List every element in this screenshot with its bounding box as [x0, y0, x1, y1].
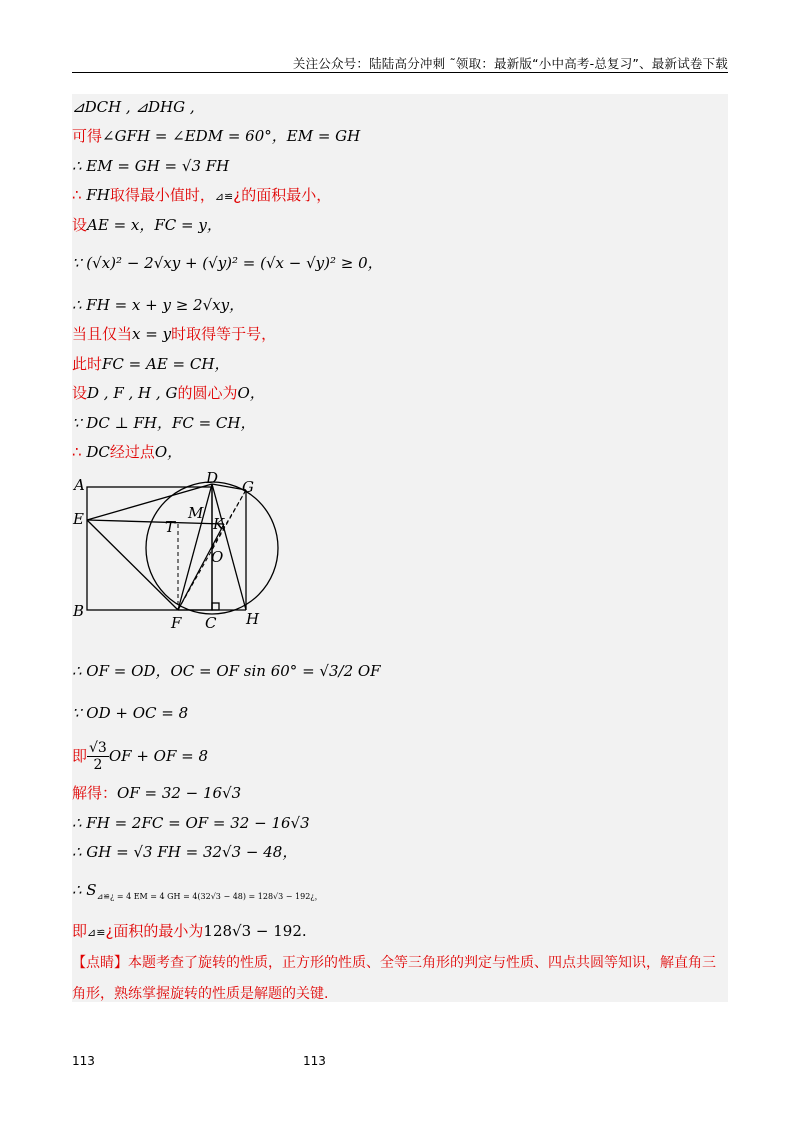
label-h: H [246, 610, 260, 628]
geometry-figure [72, 472, 292, 632]
line-em-gh: ∴ EM = GH = √3 FH [72, 157, 230, 175]
label-k: K [213, 515, 225, 533]
label-e: E [73, 510, 84, 528]
line-fh-min: ∴ FH取得最小值时，⊿≌¿的面积最小， [72, 186, 332, 204]
key-point-note: 【点睛】本题考查了旋转的性质，正方形的性质、全等三角形的判定与性质、四点共圆等知识，解直角三 [72, 955, 716, 971]
line-circle-center: 设D , F , H , G的圆心为O， [72, 384, 265, 402]
line-fc-ae-ch: 此时FC = AE = CH， [72, 355, 230, 373]
key-point-note-cont: 角形，熟练掌握旋转的性质是解题的关键. [72, 986, 329, 1002]
fraction-sqrt3-over-2: $\frac{√3}{2}$ [89, 740, 107, 773]
line-fh-value: ∴ FH = 2FC = OF = 32 − 16√3 [72, 814, 310, 832]
label-o: O [211, 548, 224, 566]
line-equality-cond: 当且仅当x = y时取得等于号， [72, 325, 277, 343]
line-perpendicular: ∵ DC ⊥ FH，FC = CH， [72, 414, 256, 432]
label-c: C [205, 614, 217, 632]
line-area-s: ∴ $S_{⊿≌¿ = 4 EM = 4 GH = 4(32√3 - 48) = 128√3 - 192¿,}$ [72, 881, 323, 901]
line-triangles: ⊿DCH , ⊿DHG , [72, 98, 195, 116]
label-b: B [73, 602, 85, 620]
line-solve-of: 解得：OF = 32 − 16√3 [72, 784, 242, 802]
label-d: D [206, 472, 219, 487]
line-inequality: ∵ (√x)² − 2√xy + (√y)² = (√x − √y)² ≥ 0， [72, 254, 383, 272]
page-number-center: 113 [303, 1054, 326, 1068]
label-t: T [165, 518, 176, 536]
line-dc-through-o: ∴ DC经过点O， [72, 443, 183, 461]
line-equation: 即 $\frac{√3}{2}$ OF + OF = 8 [72, 740, 209, 773]
line-of-oc: ∴ OF = OD，OC = OF sin 60° = √3/2 OF [72, 662, 381, 680]
line-angles: 可得∠GFH = ∠EDM = 60°，EM = GH [72, 127, 361, 145]
header-divider [72, 72, 728, 73]
line-min-area: 即⊿≌¿面积的最小为128√3 − 192. [72, 922, 307, 940]
label-m: M [188, 504, 204, 522]
line-set-xy: 设AE = x，FC = y， [72, 216, 222, 234]
line-od-oc-sum: ∵ OD + OC = 8 [72, 704, 189, 722]
line-fh-bound: ∴ FH = x + y ≥ 2√xy， [72, 296, 245, 314]
line-gh-value: ∴ GH = √3 FH = 32√3 − 48， [72, 843, 298, 861]
label-a: A [74, 476, 85, 494]
page-number-left: 113 [72, 1054, 95, 1068]
label-g: G [242, 478, 254, 496]
label-f: F [171, 614, 182, 632]
page-header: 关注公众号：陆陆高分冲刺 ˜领取：最新版“小中高考-总复习”、最新试卷下载 [292, 56, 728, 71]
